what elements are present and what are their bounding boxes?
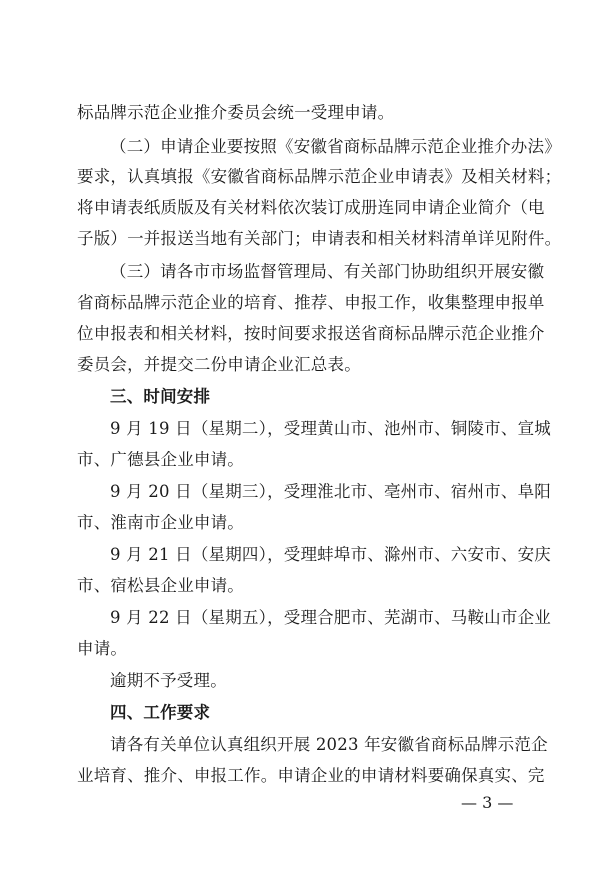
body-text-line: 标品牌示范企业推介委员会统一受理申请。 — [77, 103, 395, 122]
body-text-line: 逾期不予受理。 — [110, 671, 227, 690]
body-text-line: 委员会，并提交二份申请企业汇总表。 — [77, 355, 361, 374]
page-number: — 3 — — [461, 793, 514, 812]
body-text-line: （三）请各市市场监督管理局、有关部门协助组织开展安徽 — [110, 262, 545, 281]
body-text-line: 业培育、推介、申报工作。申请企业的申请材料要确保真实、完 — [77, 766, 545, 785]
body-text-line: 请各有关单位认真组织开展 2023 年安徽省商标品牌示范企 — [110, 735, 548, 754]
schedule-line: 市、广德县企业申请。 — [77, 450, 244, 469]
body-text-line: 将申请表纸质版及有关材料依次装订成册连同申请企业简介（电 — [77, 198, 545, 217]
schedule-line: 9 月 19 日（星期二），受理黄山市、池州市、铜陵市、宣城 — [110, 419, 551, 438]
schedule-line: 申请。 — [77, 639, 128, 658]
schedule-line: 市、淮南市企业申请。 — [77, 513, 244, 532]
schedule-line: 9 月 21 日（星期四），受理蚌埠市、滁州市、六安市、安庆 — [110, 545, 551, 564]
body-text-line: 位申报表和相关材料，按时间要求报送省商标品牌示范企业推介 — [77, 324, 545, 343]
schedule-line: 9 月 22 日（星期五），受理合肥市、芜湖市、马鞍山市企业 — [110, 608, 551, 627]
body-text-line: 要求，认真填报《安徽省商标品牌示范企业申请表》及相关材料； — [77, 167, 562, 186]
section-heading: 四、工作要求 — [110, 703, 211, 722]
schedule-line: 市、宿松县企业申请。 — [77, 576, 244, 595]
body-text-line: （二）申请企业要按照《安徽省商标品牌示范企业推介办法》 — [110, 137, 561, 156]
section-heading: 三、时间安排 — [110, 387, 211, 406]
body-text-line: 省商标品牌示范企业的培育、推荐、申报工作，收集整理申报单 — [77, 293, 545, 312]
body-text-line: 子版）一并报送当地有关部门；申请表和相关材料清单详见附件。 — [77, 229, 562, 248]
schedule-line: 9 月 20 日（星期三），受理淮北市、亳州市、宿州市、阜阳 — [110, 482, 551, 501]
